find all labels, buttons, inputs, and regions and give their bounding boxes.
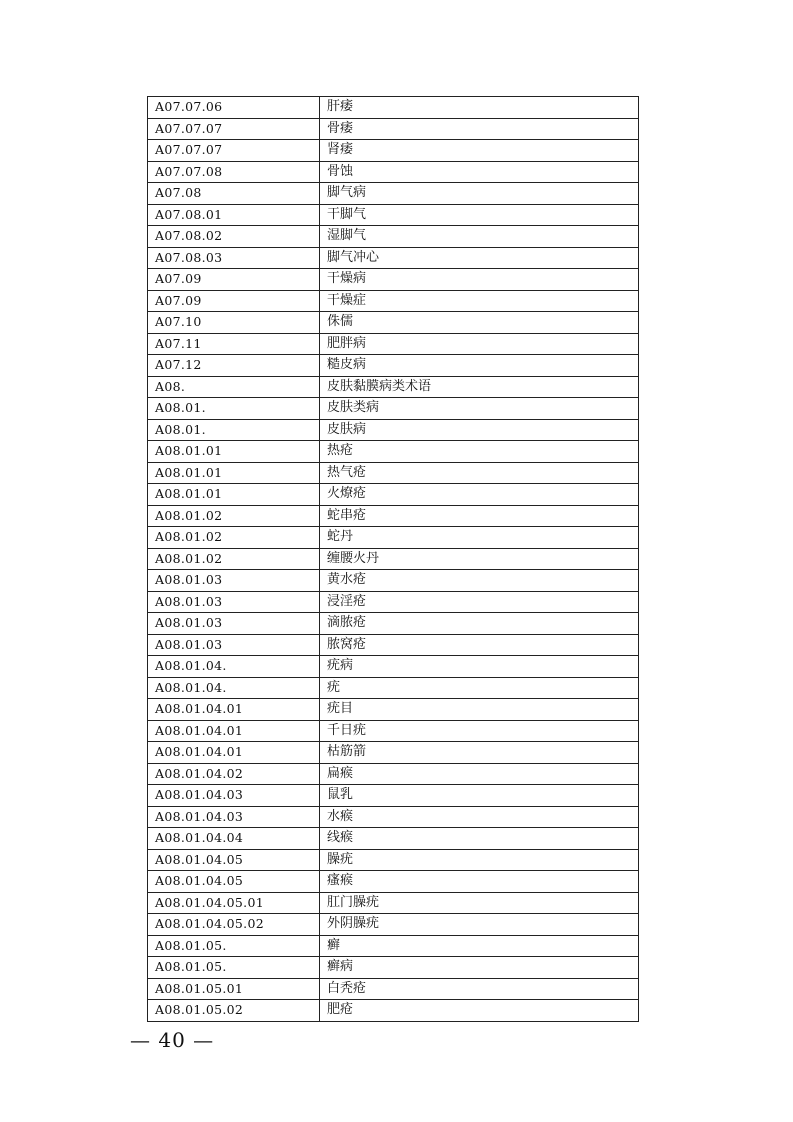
term-code-cell: A07.09: [148, 290, 320, 312]
term-code-cell: A08.01.05.01: [148, 978, 320, 1000]
term-name-cell: 干脚气: [320, 204, 639, 226]
term-code-cell: A08.01.04.03: [148, 806, 320, 828]
table-row: [148, 871, 639, 893]
term-code-cell: A08.01.01: [148, 462, 320, 484]
table-row: [148, 441, 639, 463]
table-row: [148, 118, 639, 140]
term-code-cell: A07.08: [148, 183, 320, 205]
term-name-cell: 扁瘊: [320, 763, 639, 785]
term-name-cell: 热气疮: [320, 462, 639, 484]
term-name-cell: 湿脚气: [320, 226, 639, 248]
term-code-cell: A08.01.04.: [148, 677, 320, 699]
term-code-cell: A08.01.: [148, 398, 320, 420]
term-code-cell: A08.: [148, 376, 320, 398]
term-name-cell: 枯筋箭: [320, 742, 639, 764]
term-code-cell: A08.01.05.: [148, 935, 320, 957]
term-name-cell: 缠腰火丹: [320, 548, 639, 570]
term-name-cell: 肛门臊疣: [320, 892, 639, 914]
term-code-cell: A08.01.05.02: [148, 1000, 320, 1022]
table-row: [148, 505, 639, 527]
table-row: [148, 226, 639, 248]
term-code-cell: A07.10: [148, 312, 320, 334]
term-code-cell: A08.01.03: [148, 591, 320, 613]
table-row: [148, 355, 639, 377]
term-table-body: [148, 97, 639, 1022]
term-code-cell: A07.09: [148, 269, 320, 291]
term-name-cell: 脚气病: [320, 183, 639, 205]
term-code-cell: A08.01.04.05.02: [148, 914, 320, 936]
term-code-cell: A07.08.01: [148, 204, 320, 226]
table-row: [148, 591, 639, 613]
term-table-container: [147, 96, 639, 1022]
term-name-cell: 滴脓疮: [320, 613, 639, 635]
term-name-cell: 火燎疮: [320, 484, 639, 506]
term-name-cell: 脓窝疮: [320, 634, 639, 656]
term-name-cell: 皮肤黏膜病类术语: [320, 376, 639, 398]
term-code-cell: A07.11: [148, 333, 320, 355]
term-name-cell: 臊疣: [320, 849, 639, 871]
table-row: [148, 376, 639, 398]
term-name-cell: 肥疮: [320, 1000, 639, 1022]
term-code-cell: A08.01.02: [148, 548, 320, 570]
table-row: [148, 570, 639, 592]
term-name-cell: 鼠乳: [320, 785, 639, 807]
table-row: [148, 161, 639, 183]
term-name-cell: 千日疣: [320, 720, 639, 742]
table-row: [148, 656, 639, 678]
term-code-cell: A07.12: [148, 355, 320, 377]
term-code-cell: A08.01.03: [148, 634, 320, 656]
table-row: [148, 677, 639, 699]
term-name-cell: 肝痿: [320, 97, 639, 119]
table-row: [148, 978, 639, 1000]
table-row: [148, 419, 639, 441]
table-row: [148, 914, 639, 936]
table-row: [148, 785, 639, 807]
table-row: [148, 97, 639, 119]
term-name-cell: 皮肤病: [320, 419, 639, 441]
table-row: [148, 849, 639, 871]
term-code-cell: A08.01.01: [148, 441, 320, 463]
table-row: [148, 204, 639, 226]
table-row: [148, 333, 639, 355]
term-name-cell: 干燥病: [320, 269, 639, 291]
term-code-cell: A07.07.07: [148, 118, 320, 140]
term-code-cell: A08.01.05.: [148, 957, 320, 979]
table-row: [148, 935, 639, 957]
table-row: [148, 828, 639, 850]
term-code-cell: A07.07.06: [148, 97, 320, 119]
term-name-cell: 瘙瘊: [320, 871, 639, 893]
term-code-cell: A08.01.04.01: [148, 699, 320, 721]
table-row: [148, 720, 639, 742]
table-row: [148, 312, 639, 334]
term-code-cell: A08.01.04.05: [148, 871, 320, 893]
table-row: [148, 247, 639, 269]
term-code-cell: A08.01.01: [148, 484, 320, 506]
table-row: [148, 269, 639, 291]
term-name-cell: 肥胖病: [320, 333, 639, 355]
term-code-cell: A08.01.03: [148, 570, 320, 592]
page-number: — 40 —: [130, 1028, 215, 1052]
term-code-cell: A08.01.: [148, 419, 320, 441]
term-name-cell: 骨蚀: [320, 161, 639, 183]
term-name-cell: 疣病: [320, 656, 639, 678]
term-name-cell: 糙皮病: [320, 355, 639, 377]
term-name-cell: 肾痿: [320, 140, 639, 162]
table-row: [148, 1000, 639, 1022]
table-row: [148, 613, 639, 635]
term-name-cell: 黄水疮: [320, 570, 639, 592]
term-name-cell: 癣: [320, 935, 639, 957]
term-name-cell: 白秃疮: [320, 978, 639, 1000]
term-name-cell: 蛇串疮: [320, 505, 639, 527]
table-row: [148, 742, 639, 764]
table-row: [148, 806, 639, 828]
term-name-cell: 蛇丹: [320, 527, 639, 549]
table-row: [148, 290, 639, 312]
term-name-cell: 干燥症: [320, 290, 639, 312]
term-code-cell: A08.01.04.05.01: [148, 892, 320, 914]
term-name-cell: 疣: [320, 677, 639, 699]
table-row: [148, 140, 639, 162]
term-code-cell: A07.08.02: [148, 226, 320, 248]
term-code-cell: A07.08.03: [148, 247, 320, 269]
term-code-cell: A08.01.04.05: [148, 849, 320, 871]
table-row: [148, 892, 639, 914]
term-name-cell: 热疮: [320, 441, 639, 463]
table-row: [148, 527, 639, 549]
term-code-cell: A08.01.04.04: [148, 828, 320, 850]
term-name-cell: 侏儒: [320, 312, 639, 334]
table-row: [148, 548, 639, 570]
term-code-cell: A07.07.07: [148, 140, 320, 162]
table-row: [148, 699, 639, 721]
term-code-cell: A08.01.02: [148, 505, 320, 527]
term-name-cell: 疣目: [320, 699, 639, 721]
term-code-cell: A08.01.04.03: [148, 785, 320, 807]
table-row: [148, 398, 639, 420]
term-name-cell: 癣病: [320, 957, 639, 979]
term-code-cell: A08.01.04.01: [148, 720, 320, 742]
term-code-cell: A08.01.02: [148, 527, 320, 549]
term-code-cell: A08.01.03: [148, 613, 320, 635]
term-name-cell: 浸淫疮: [320, 591, 639, 613]
table-row: [148, 484, 639, 506]
table-row: [148, 763, 639, 785]
term-name-cell: 水瘊: [320, 806, 639, 828]
term-name-cell: 骨痿: [320, 118, 639, 140]
table-row: [148, 957, 639, 979]
term-code-table: [147, 96, 639, 1022]
term-code-cell: A08.01.04.: [148, 656, 320, 678]
term-name-cell: 皮肤类病: [320, 398, 639, 420]
table-row: [148, 634, 639, 656]
table-row: [148, 462, 639, 484]
term-name-cell: 线瘊: [320, 828, 639, 850]
term-name-cell: 外阴臊疣: [320, 914, 639, 936]
term-name-cell: 脚气冲心: [320, 247, 639, 269]
table-row: [148, 183, 639, 205]
term-code-cell: A08.01.04.02: [148, 763, 320, 785]
term-code-cell: A08.01.04.01: [148, 742, 320, 764]
term-code-cell: A07.07.08: [148, 161, 320, 183]
